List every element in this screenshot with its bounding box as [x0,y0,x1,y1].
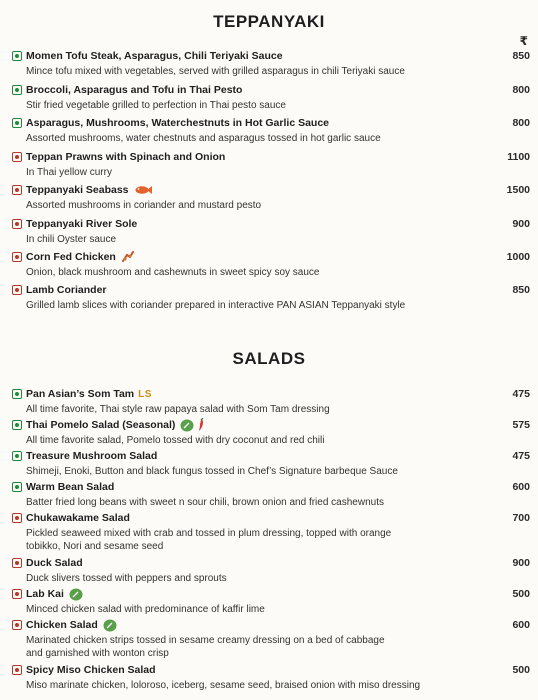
item-description: Duck slivers tossed with peppers and sprouts [26,573,227,584]
item-description: Stir fried vegetable grilled to perfection in Thai pesto sauce [26,100,286,111]
item-name: Lab Kai [26,588,64,600]
menu-item [12,250,530,279]
item-price: 850 [512,50,530,62]
non-veg-mark-icon [12,152,22,162]
item-description: Shimeji, Enoki, Button and black fungus tossed in Chef’s Signature barbeque Sauce [26,466,398,477]
menu-item [12,587,530,616]
menu-item [12,449,530,478]
menu-item [12,480,530,509]
menu-item [12,150,530,179]
item-name: Treasure Mushroom Salad [26,450,158,462]
menu-item [12,663,530,692]
item-description: All time favorite, Thai style raw papaya salad with Som Tam dressing [26,404,330,415]
item-price: 850 [512,284,530,296]
item-name: Asparagus, Mushrooms, Waterchestnuts in Hot Garlic Sauce [26,117,330,129]
item-name: Corn Fed Chicken [26,251,116,263]
item-price: 700 [512,512,530,524]
item-price: 575 [512,419,530,431]
item-description: Marinated chicken strips tossed in sesame creamy dressing on a bed of cabbage [26,635,385,646]
veg-mark-icon [12,118,22,128]
item-price: 900 [512,557,530,569]
item-price: 475 [512,450,530,462]
item-description: In Thai yellow curry [26,167,112,178]
item-name: Spicy Miso Chicken Salad [26,664,156,676]
item-name: Chicken Salad [26,619,98,631]
section-title-salads: SALADS [232,349,306,368]
veg-mark-icon [12,451,22,461]
section-title-teppanyaki: TEPPANYAKI [213,12,325,31]
item-description: Miso marinate chicken, loloroso, iceberg, sesame seed, braised onion with miso dressing [26,680,421,691]
item-price: 475 [512,388,530,400]
item-price: 800 [512,84,530,96]
healthy-leaf-icon [69,588,83,601]
menu-item [12,217,530,246]
item-description: Grilled lamb slices with coriander prepared in interactive PAN ASIAN Teppanyaki style [26,300,406,311]
item-name: Lamb Coriander [26,284,107,296]
item-name: Teppan Prawns with Spinach and Onion [26,151,226,163]
menu-item [12,83,530,112]
item-name: Teppanyaki River Sole [26,218,138,230]
item-description-line-2: and garnished with wonton crisp [26,648,169,659]
item-description: Onion, black mushroom and cashewnuts in sweet spicy soy sauce [26,267,320,278]
fish-icon [134,185,152,195]
veg-mark-icon [12,51,22,61]
item-description-line-2: tobikko, Nori and sesame seed [26,541,164,552]
menu-item [12,387,530,416]
healthy-leaf-icon [180,419,194,432]
menu-item [12,511,530,553]
item-description: Pickled seaweed mixed with crab and tossed in plum dressing, topped with orange [26,528,392,539]
item-price: 500 [512,588,530,600]
veg-mark-icon [12,389,22,399]
item-price: 500 [512,664,530,676]
non-veg-mark-icon [12,219,22,229]
non-veg-mark-icon [12,558,22,568]
item-name: Duck Salad [26,557,83,569]
item-name: Thai Pomelo Salad (Seasonal) [26,419,176,431]
currency-symbol: ₹ [519,34,528,48]
menu-item [12,183,530,212]
veg-mark-icon [12,482,22,492]
non-veg-mark-icon [12,185,22,195]
item-name: Momen Tofu Steak, Asparagus, Chili Teriyaki Sauce [26,50,283,62]
item-name: Chukawakame Salad [26,512,130,524]
item-price: 1100 [507,151,530,163]
item-price: 900 [512,218,530,230]
non-veg-mark-icon [12,285,22,295]
menu-item [12,418,530,447]
non-veg-mark-icon [12,620,22,630]
item-description: Batter fried long beans with sweet n sour chili, brown onion and fried cashewnuts [26,497,384,508]
menu-item [12,49,530,78]
veg-mark-icon [12,85,22,95]
menu-item [12,116,530,145]
item-description: Assorted mushrooms in coriander and mustard pesto [26,200,262,211]
item-name: Teppanyaki Seabass [26,184,129,196]
item-description: Assorted mushrooms, water chestnuts and asparagus tossed in hot garlic sauce [26,133,381,144]
item-name: Broccoli, Asparagus and Tofu in Thai Pesto [26,84,243,96]
item-description: In chili Oyster sauce [26,234,117,245]
veg-mark-icon [12,420,22,430]
item-price: 600 [512,481,530,493]
non-veg-mark-icon [12,589,22,599]
item-price: 600 [512,619,530,631]
item-name: Warm Bean Salad [26,481,115,493]
menu-item [12,283,530,312]
ls-badge: LS [138,388,152,400]
item-name: Pan Asian’s Som Tam [26,388,135,400]
menu-item [12,556,530,585]
healthy-leaf-icon [103,619,117,632]
chili-icon [197,418,205,432]
non-veg-mark-icon [12,665,22,675]
item-price: 1000 [506,251,530,263]
item-description: All time favorite salad, Pomelo tossed with dry coconut and red chili [26,435,325,446]
non-veg-mark-icon [12,252,22,262]
item-price: 800 [512,117,530,129]
item-price: 1500 [506,184,530,196]
item-description: Minced chicken salad with predominance of kaffir lime [26,604,265,615]
chicken-icon [121,251,135,263]
item-description: Mince tofu mixed with vegetables, served with grilled asparagus in chili Teriyaki sauce [26,66,405,77]
non-veg-mark-icon [12,513,22,523]
menu-item [12,618,530,660]
